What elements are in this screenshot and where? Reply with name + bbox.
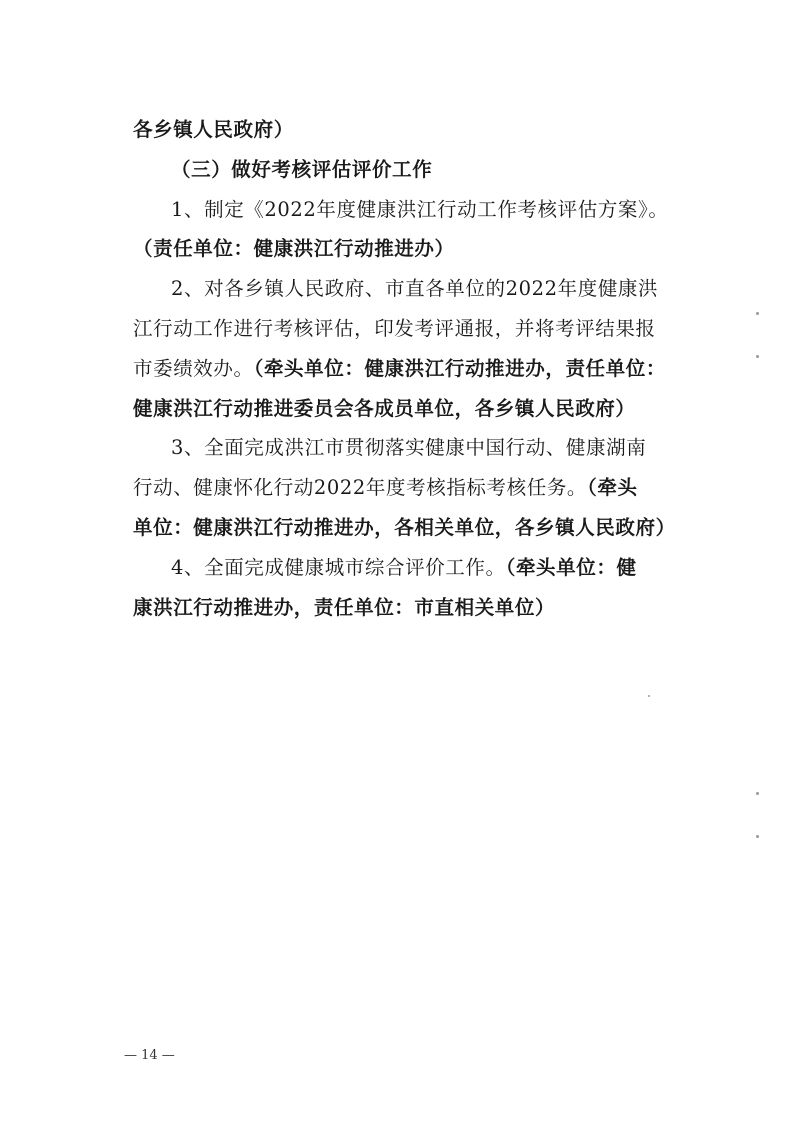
item-3-line-1-text: 3、全面完成洪江市贯彻落实健康中国行动、健康湖南	[171, 436, 647, 460]
item-2-line-2-text: 江行动工作进行考核评估，印发考评通报，并将考评结果报	[133, 316, 656, 340]
scan-mark	[756, 355, 759, 358]
item-3-line-1	[133, 428, 688, 468]
item-3-line-3	[133, 508, 688, 548]
item-2-lead-unit: （牵头单位：健康洪江行动推进办，责任单位：	[253, 356, 666, 380]
scan-mark	[648, 695, 650, 697]
item-4-line-1	[133, 548, 688, 588]
item-4-line-2-text: 康洪江行动推进办，责任单位：市直相关单位）	[133, 595, 556, 619]
document-body	[133, 110, 688, 627]
item-3-line-2-text: 行动、健康怀化行动2022年度考核指标考核任务。	[133, 476, 588, 500]
scan-mark	[756, 312, 759, 315]
page-number: — 14 —	[124, 1048, 175, 1063]
line-1	[133, 110, 688, 150]
item-1-responsibility-text: （责任单位：健康洪江行动推进办）	[133, 237, 455, 261]
item-2-line-4	[133, 389, 688, 429]
item-1-responsibility	[133, 229, 688, 269]
item-4-lead-unit-start: （牵头单位：健	[505, 555, 637, 579]
scan-mark	[756, 835, 759, 838]
item-2-line-1-text: 2、对各乡镇人民政府、市直各单位的2022年度健康洪	[171, 277, 659, 301]
item-2-line-3-text: 市委绩效办。	[133, 356, 254, 380]
item-2-line-2	[133, 309, 688, 349]
item-2-line-3	[133, 349, 688, 389]
item-4-line-1-text: 4、全面完成健康城市综合评价工作。	[171, 555, 506, 579]
item-2-line-1	[133, 269, 688, 309]
item-1-text: 1、制定《2022年度健康洪江行动工作考核评估方案》。	[171, 197, 669, 221]
item-4-line-2	[133, 588, 688, 628]
item-1-line-1	[133, 190, 688, 230]
item-3-line-3-text: 单位：健康洪江行动推进办，各相关单位，各乡镇人民政府）	[133, 515, 676, 539]
line-1-text: 各乡镇人民政府）	[133, 118, 294, 141]
item-3-lead-unit-start: （牵头	[587, 476, 638, 500]
item-3-line-2	[133, 468, 688, 508]
section-heading	[133, 150, 688, 190]
scan-mark	[756, 792, 759, 795]
item-2-line-4-text: 健康洪江行动推进委员会各成员单位，各乡镇人民政府）	[133, 396, 636, 420]
section-heading-text: （三）做好考核评估评价工作	[171, 157, 433, 181]
